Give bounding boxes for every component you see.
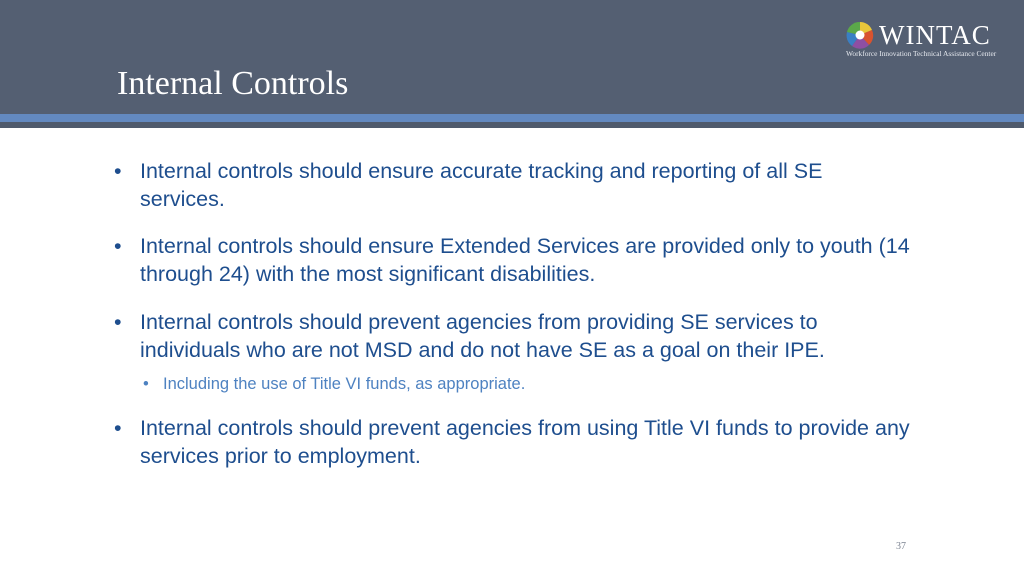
header-divider bbox=[0, 122, 1024, 128]
bullet-item bbox=[112, 414, 912, 470]
header-bar bbox=[0, 0, 1024, 114]
page-number: 37 bbox=[896, 541, 906, 552]
sub-bullet-dot: • bbox=[143, 375, 149, 393]
logo-mark-icon bbox=[845, 20, 875, 50]
bullet-text: Internal controls should prevent agencies from using Title VI funds to provide any services prior to employment. bbox=[140, 416, 910, 468]
bullet-text: Internal controls should ensure Extended Services are provided only to youth (14 through 24) with the most significant disabilities. bbox=[140, 234, 910, 286]
logo-tagline: Workforce Innovation Technical Assistance Center bbox=[846, 49, 997, 58]
bullet-dot: • bbox=[114, 234, 122, 258]
bullet-text: Internal controls should ensure accurate tracking and reporting of all SE services. bbox=[140, 159, 823, 211]
bullet-dot: • bbox=[114, 159, 122, 183]
logo-name: WINTAC bbox=[879, 20, 991, 50]
bullet-dot: • bbox=[114, 416, 122, 440]
bullet-item bbox=[112, 232, 912, 288]
bullet-item bbox=[112, 308, 912, 364]
bullet-dot: • bbox=[114, 310, 122, 334]
slide-title: Internal Controls bbox=[117, 65, 349, 102]
bullet-item bbox=[112, 157, 912, 213]
wintac-logo bbox=[845, 18, 1015, 62]
bullet-text: Internal controls should prevent agencies from providing SE services to individuals who are not MSD and do not have SE as a goal on their IPE. bbox=[140, 310, 825, 362]
sub-bullet-item bbox=[140, 372, 912, 396]
sub-bullet-text: Including the use of Title VI funds, as appropriate. bbox=[163, 375, 526, 393]
header-accent-line bbox=[0, 114, 1024, 122]
bullet-list bbox=[112, 157, 912, 470]
